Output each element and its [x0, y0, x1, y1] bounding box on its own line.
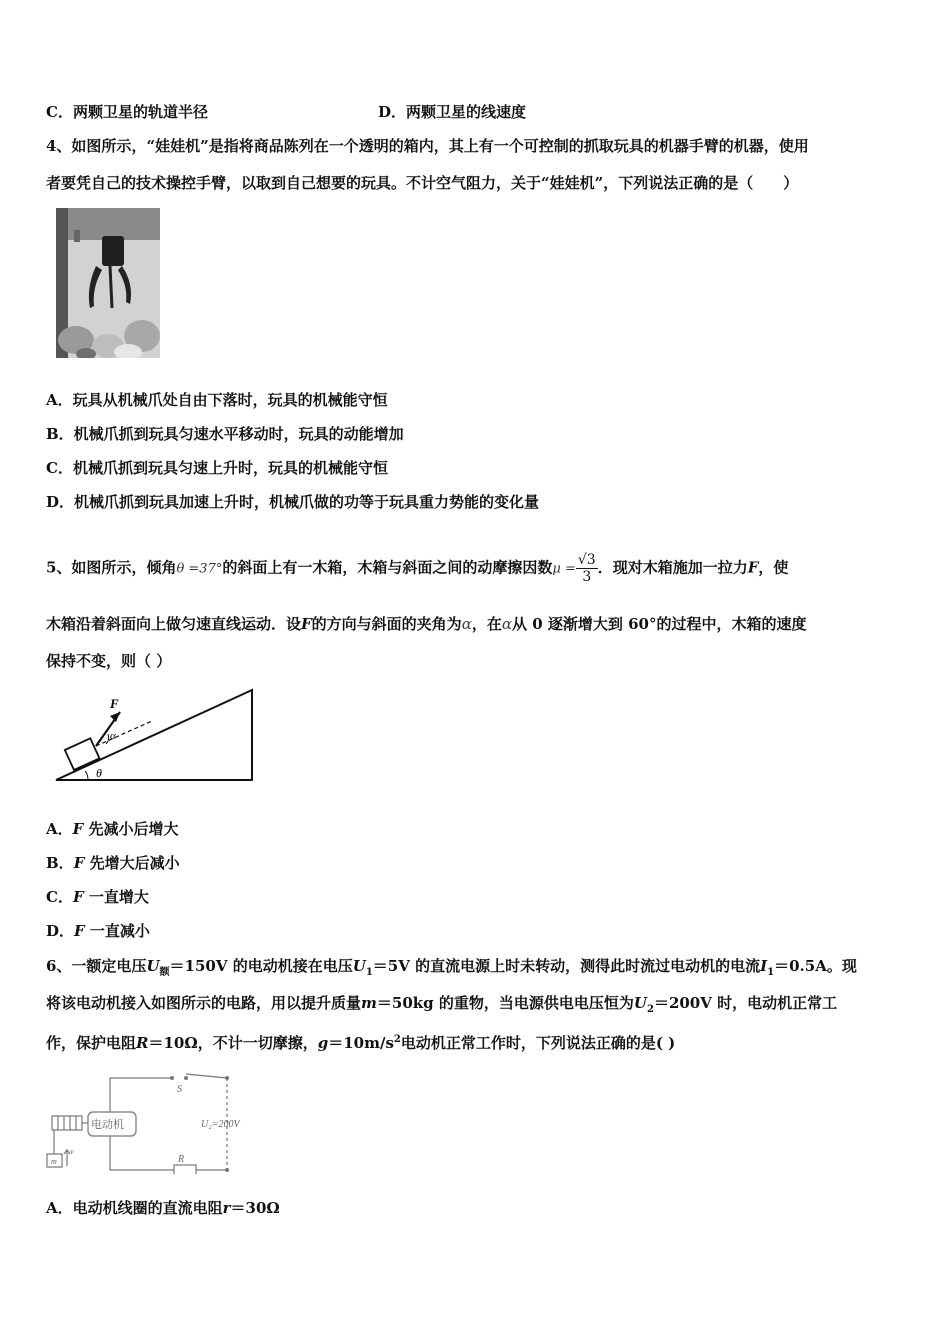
q5-stem-line2: 木箱沿着斜面向上做匀速直线运动．设F的方向与斜面的夹角为α，在α从 0 逐渐增大到 60°的过程中，木箱的速度 — [46, 615, 807, 633]
q4-stem-line1: 4、如图所示，“娃娃机”是指将商品陈列在一个透明的箱内，其上有一个可控制的抓取玩具的机器手臂的机器，使用 — [46, 137, 809, 155]
incline-figure — [52, 688, 258, 784]
q5-option-d: D．F 一直减小 — [46, 922, 150, 940]
mu-fraction: $\frac{√3}{3}$ — [577, 552, 596, 585]
wire-bottom-left — [110, 1136, 174, 1170]
q6-option-a: A．电动机线圈的直流电阻r＝30Ω — [46, 1199, 280, 1217]
q6-stem-line3: 作，保护电阻R＝10Ω，不计一切摩擦，$g=10m/s^2$电动机正常工作时，下列说法正确的是( ) — [46, 1034, 676, 1052]
switch-contact-right — [184, 1076, 188, 1080]
reel — [52, 1116, 82, 1130]
velocity-label: v — [70, 1147, 74, 1156]
reel-coils — [58, 1116, 76, 1130]
mu-symbol: μ = — [552, 561, 576, 577]
alpha-arc — [106, 734, 109, 744]
resistor-label: R — [178, 1154, 185, 1165]
theta-arc — [85, 771, 88, 780]
q5-stem-line3: 保持不变，则（ ） — [46, 652, 172, 670]
q3-option-d: D．两颗卫星的线速度 — [378, 103, 527, 121]
q5-option-b: B．F 先增大后减小 — [46, 854, 180, 872]
q6-stem-line2: 将该电动机接入如图所示的电路，用以提升质量m＝50kg 的重物，当电源供电电压恒为$U_2=200V$ 时，电动机正常工 — [46, 994, 838, 1015]
switch-contact-left — [170, 1076, 174, 1080]
switch-label: S — [177, 1084, 182, 1095]
incline-triangle — [56, 690, 252, 780]
theta-expression: θ =37° — [176, 561, 223, 577]
q6-stem-line1: 6、一额定电压$U_额=150V$ 的电动机接在电压$U_1=5V$ 的直流电源上时未转动，测得此时流过电动机的电流$I_1=0.5A$。现 — [46, 957, 857, 978]
q4-option-b: B．机械爪抓到玩具匀速水平移动时，玩具的动能增加 — [46, 425, 404, 443]
resistor-R — [174, 1165, 196, 1174]
claw-machine-illustration — [56, 208, 160, 358]
q5-stem-line1: 5、如图所示，倾角θ =37°的斜面上有一木箱，木箱与斜面之间的动摩擦因数μ = $\frac{√3}{3}$ ．现对木箱施加一拉力F，使 — [46, 552, 789, 585]
q5-option-c: C．F 一直增大 — [46, 888, 149, 906]
label-theta: θ — [96, 766, 102, 780]
q4-option-a: A．玩具从机械爪处自由下落时，玩具的机械能守恒 — [46, 391, 388, 409]
q5-option-a: A．F 先减小后增大 — [46, 820, 179, 838]
wire-top-left — [110, 1078, 172, 1112]
terminal-top — [225, 1076, 229, 1080]
q4-option-d: D．机械爪抓到玩具加速上升时，机械爪做的功等于玩具重力势能的变化量 — [46, 493, 540, 511]
voltage-label: U₂=200V — [201, 1119, 240, 1130]
claw-machine-photo — [56, 208, 160, 358]
motor-label: 电动机 — [91, 1118, 124, 1131]
motor-circuit-figure — [44, 1070, 258, 1174]
q4-option-c: C．机械爪抓到玩具匀速上升时，玩具的机械能守恒 — [46, 459, 388, 477]
wooden-box — [65, 738, 100, 770]
q3-option-c: C．两颗卫星的轨道半径 — [46, 103, 208, 121]
switch-blade — [186, 1074, 227, 1078]
label-alpha: α — [110, 730, 116, 742]
label-F: F — [110, 696, 119, 711]
force-arrow-head — [110, 712, 120, 722]
terminal-bottom — [225, 1168, 229, 1172]
q4-stem-line2: 者要凭自己的技术操控手臂，以取到自己想要的玩具。不计空气阻力，关于“娃娃机”，下列说法正确的是（ ） — [46, 174, 799, 192]
mass-label: m — [51, 1157, 57, 1166]
